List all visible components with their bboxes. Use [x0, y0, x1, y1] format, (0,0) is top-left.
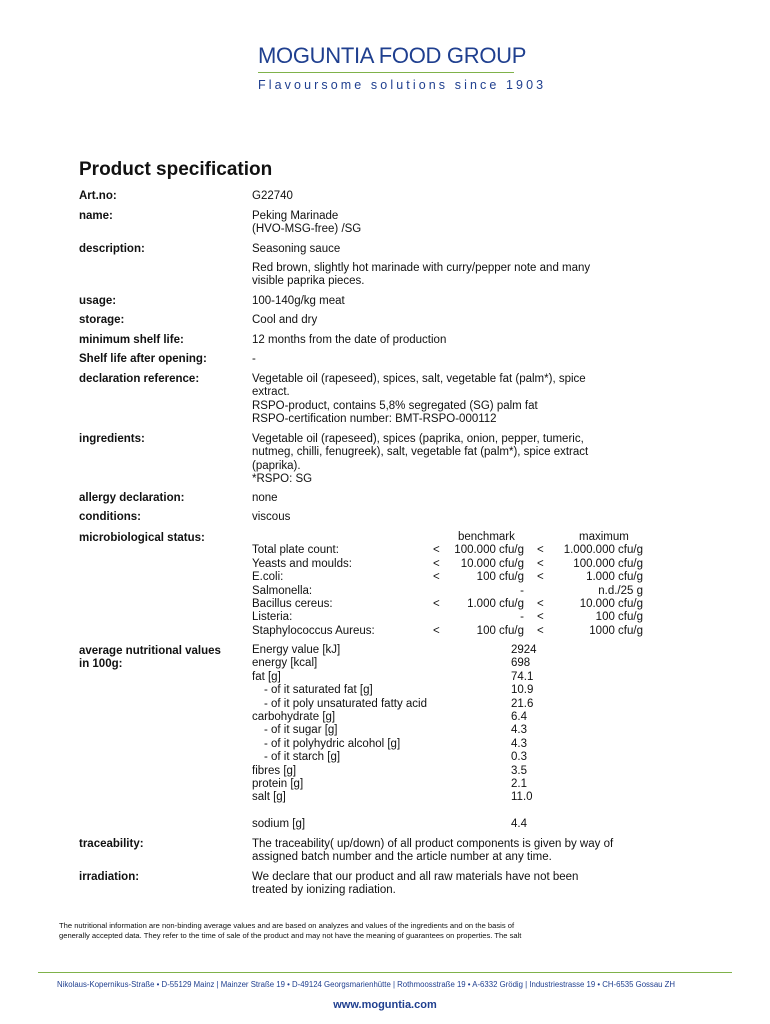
nutrition-row: - of it polyhydric alcohol [g] 4.3 [264, 737, 527, 750]
allergy-label: allergy declaration: [79, 492, 185, 504]
company-name: MOGUNTIA FOOD GROUP [258, 43, 527, 68]
micro-row: Bacillus cereus: < 1.000 cfu/g < 10.000 cfu/g [252, 597, 643, 610]
micro-row: E.coli: < 100 cfu/g < 1.000 cfu/g [252, 571, 643, 584]
conditions-label: conditions: [79, 511, 141, 523]
nutrition-row: salt [g] 11.0 [252, 791, 533, 804]
nutrition-footnote: The nutritional information are non-binding average values and are based on analyzes and values of the ingredients and on the basis of generally accepted data. They refer to the time of sale of the product and may not have the meaning of guarantees on properties. The salt [59, 921, 522, 940]
name-label: name: [79, 210, 113, 222]
logo-divider [258, 72, 514, 73]
nutrition-table [252, 644, 552, 831]
company-logo [258, 42, 547, 92]
declaration-label: declaration reference: [79, 373, 200, 385]
art-no-value: G22740 [252, 190, 293, 202]
nutrition-row: sodium [g] 4.4 [252, 818, 527, 831]
shelf-after-opening-value: - [252, 353, 256, 365]
nutrition-row: Energy value [kJ] 2924 [252, 644, 537, 656]
shelf-after-opening-label: Shelf life after opening: [79, 353, 207, 365]
art-no-label: Art.no: [79, 190, 117, 202]
irradiation-value: We declare that our product and all raw materials have not been treated by ionizing radiation. [252, 871, 579, 897]
usage-label: usage: [79, 295, 117, 307]
nutrition-row: energy [kcal] 698 [252, 657, 531, 670]
nutrition-spacer [252, 805, 552, 818]
traceability-value: The traceability( up/down) of all product components is given by way of assigned batch number and the article number at any time. [252, 838, 614, 864]
name-value: Peking Marinade (HVO-MSG-free) /SG [252, 210, 362, 236]
nutrition-row: fat [g] 74.1 [252, 670, 534, 683]
company-tagline: Flavoursome solutions since 1903 [258, 78, 547, 92]
storage-label: storage: [79, 314, 125, 326]
benchmark-header: benchmark [458, 531, 515, 543]
declaration-value: Vegetable oil (rapeseed), spices, salt, vegetable fat (palm*), spice extract. RSPO-product, contains 5,8% segregated (SG) palm fat RSPO-certification number: BMT-RSPO-000112 [252, 373, 586, 426]
description-detail: Red brown, slightly hot marinade with curry/pepper note and many visible paprika pieces. [252, 262, 591, 288]
description-label: description: [79, 243, 145, 255]
ingredients-label: ingredients: [79, 433, 145, 445]
traceability-label: traceability: [79, 838, 144, 850]
footer-divider [38, 972, 732, 973]
micro-row: Staphylococcus Aureus: < 100 cfu/g < 1000 cfu/g [252, 624, 643, 637]
micro-label: microbiological status: [79, 532, 205, 544]
micro-row: Yeasts and moulds: < 10.000 cfu/g < 100.000 cfu/g [252, 557, 643, 570]
nutrition-row: - of it starch [g] 0.3 [264, 751, 527, 764]
description-value: Seasoning sauce [252, 243, 341, 255]
page-title: Product specification [79, 159, 273, 180]
shelf-life-value: 12 months from the date of production [252, 334, 447, 346]
maximum-header: maximum [579, 531, 629, 543]
micro-row: Total plate count: < 100.000 cfu/g < 1.000.000 cfu/g [252, 544, 643, 557]
nutrition-row: - of it sugar [g] 4.3 [264, 724, 527, 737]
nutrition-row: - of it saturated fat [g] 10.9 [264, 684, 534, 697]
usage-value: 100-140g/kg meat [252, 295, 345, 307]
micro-header [252, 531, 652, 544]
micro-row: Salmonella: - n.d./25 g [252, 584, 643, 597]
footer-address: Nikolaus-Kopernikus-Straße • D-55129 Mainz | Mainzer Straße 19 • D-49124 Georgsmarienhütte | Rothmoosstraße 19 • A-6332 Grödig | Industriestrasse 19 • CH-6535 Gossau ZH [57, 980, 676, 989]
nutrition-row: - of it poly unsaturated fatty acid 21.6 [264, 697, 534, 710]
storage-value: Cool and dry [252, 314, 318, 326]
micro-table [252, 531, 652, 638]
irradiation-label: irradiation: [79, 871, 140, 883]
ingredients-value: Vegetable oil (rapeseed), spices (paprika, onion, pepper, tumeric, nutmeg, chilli, fenugreek), salt, vegetable fat (palm*), spice extract (paprika). *RSPO: SG [252, 433, 589, 486]
shelf-life-label: minimum shelf life: [79, 334, 184, 346]
nutrition-label: average nutritional values in 100g: [79, 645, 221, 671]
nutrition-row: protein [g] 2.1 [252, 777, 527, 790]
conditions-value: viscous [252, 511, 291, 523]
website-link[interactable]: www.moguntia.com [333, 999, 437, 1011]
micro-row: Listeria: - < 100 cfu/g [252, 611, 643, 624]
nutrition-row: fibres [g] 3.5 [252, 764, 527, 777]
allergy-value: none [252, 492, 278, 504]
nutrition-row: carbohydrate [g] 6.4 [252, 710, 527, 723]
